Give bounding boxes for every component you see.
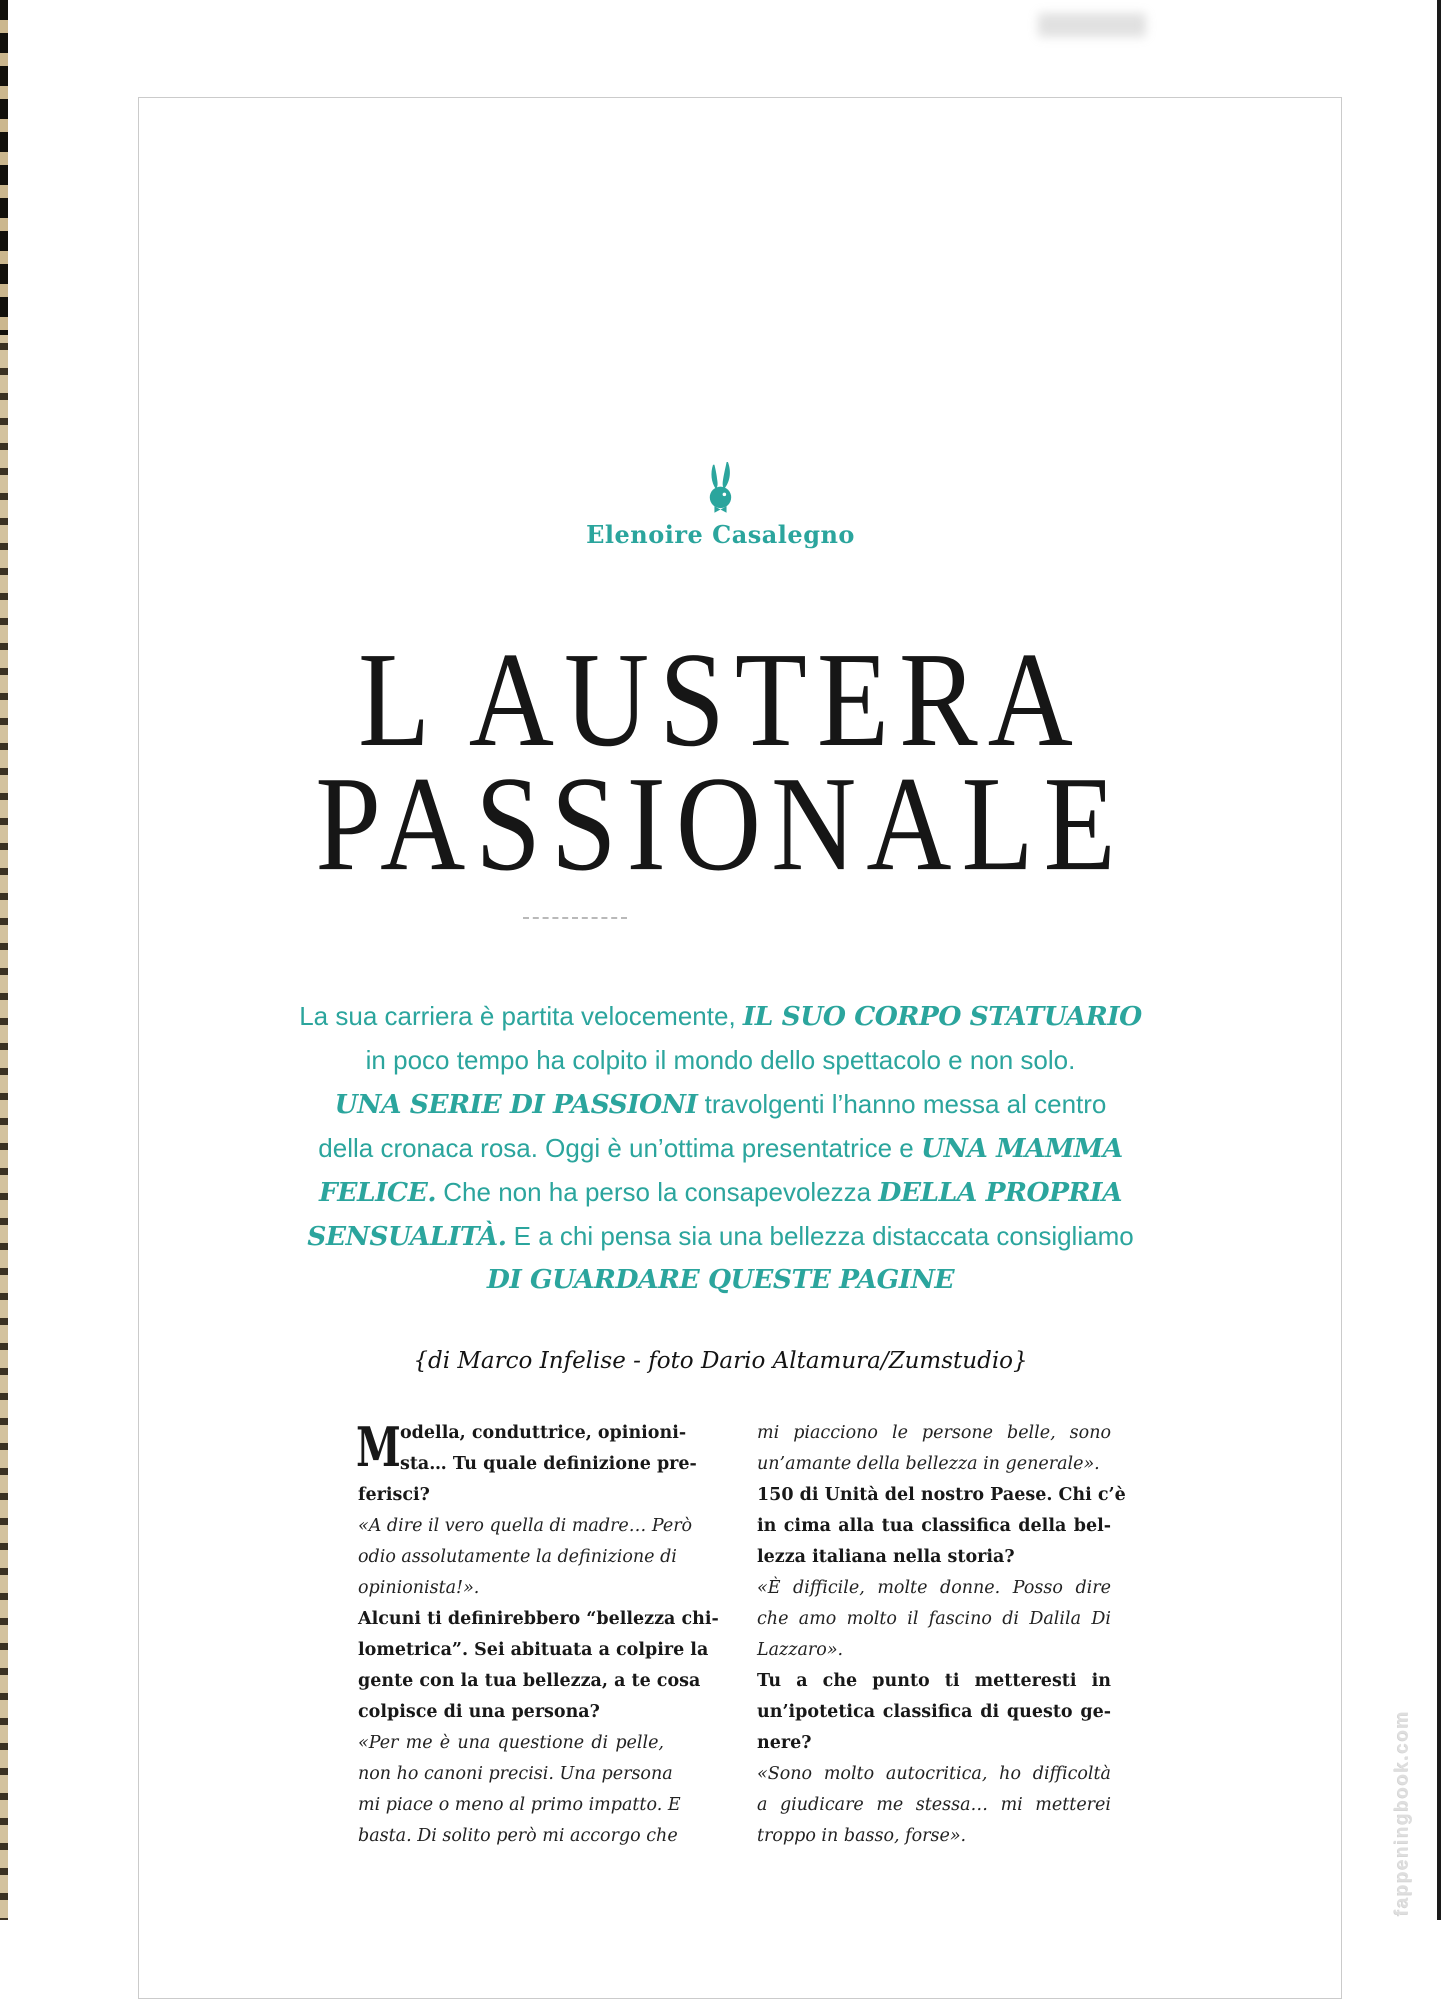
text-line: in cima alla tua classifica della bel- (757, 1516, 1111, 1536)
interview-answer (358, 1728, 681, 1852)
intro-emphasis-text: UNA MAMMA (920, 1133, 1123, 1164)
intro-line (0, 1038, 1441, 1082)
text-line: 150 di Unità del nostro Paese. Chi c’è (757, 1485, 1126, 1505)
text-line: Tu a che punto ti metteresti in (757, 1671, 1111, 1691)
interview-answer (757, 1759, 1111, 1852)
text-line: odio assolutamente la definizione di (358, 1547, 677, 1567)
scan-edge-right (1437, 0, 1441, 1920)
interview-question (757, 1666, 1111, 1759)
text-line: un’ipotetica classifica di questo ge- (757, 1702, 1111, 1722)
text-line: «È difficile, molte donne. Posso dire (757, 1578, 1111, 1598)
text-line: colpisce di una persona? (358, 1702, 600, 1722)
blurred-watermark-smudge (1038, 13, 1146, 37)
text-line: «Sono molto autocritica, ho difficoltà (757, 1764, 1111, 1784)
intro-text: travolgenti l’hanno messa al centro (697, 1089, 1107, 1119)
intro-text: Che non ha perso la consapevolezza (436, 1177, 879, 1207)
interview-answer (757, 1418, 1111, 1480)
text-line: gente con la tua bellezza, a te cosa (358, 1671, 701, 1691)
interview-question (757, 1480, 1126, 1573)
intro-line (0, 994, 1441, 1038)
article-title-line2: PASSIONALE (315, 748, 1126, 900)
text-line: che amo molto il fascino di Dalila Di (757, 1609, 1111, 1629)
article-title (0, 624, 1441, 900)
text-line: mi piacciono le persone belle, sono (757, 1423, 1111, 1443)
byline: {di Marco Infelise - foto Dario Altamura/Zumstudio} (413, 1348, 1028, 1374)
interview-column-left (356, 1415, 719, 1852)
text-line: ferisci? (358, 1485, 430, 1505)
text-line: sta… Tu quale definizione pre- (400, 1454, 697, 1474)
text-line: opinionista!». (358, 1578, 480, 1598)
intro-text: in poco tempo ha colpito il mondo dello spettacolo e non solo. (365, 1045, 1076, 1075)
scan-edge-strip-top (0, 0, 8, 335)
text-line: «A dire il vero quella di madre… Però (358, 1516, 693, 1536)
intro-line (0, 1126, 1441, 1170)
text-line: lezza italiana nella storia? (757, 1547, 1015, 1567)
intro-emphasis-text: SENSUALITÀ. (307, 1221, 507, 1252)
text-line: lometrica”. Sei abituata a colpire la (358, 1640, 709, 1660)
intro-line (0, 1170, 1441, 1214)
text-line: basta. Di solito però mi accorgo che (358, 1826, 678, 1846)
text-line: un’amante della bellezza in generale». (757, 1454, 1100, 1474)
dropcap-letter: M (356, 1415, 401, 1479)
text-line: mi piace o meno al primo impatto. E (358, 1795, 681, 1815)
interview-question (356, 1415, 697, 1511)
edge-watermark: fappeningbook.com (1392, 1710, 1413, 1916)
text-line: nere? (757, 1733, 812, 1753)
intro-emphasis-text: DI GUARDARE QUESTE PAGINE (486, 1264, 955, 1295)
text-line: troppo in basso, forse». (757, 1826, 967, 1846)
intro-emphasis-text: UNA SERIE DI PASSIONI (334, 1089, 698, 1120)
intro-text: E a chi pensa sia una bellezza distaccata consigliamo (506, 1221, 1134, 1251)
text-line: a giudicare me stessa… mi metterei (757, 1795, 1111, 1815)
text-line: «Per me è una questione di pelle, (358, 1733, 664, 1753)
playboy-bunny-icon (0, 462, 1441, 516)
title-divider (523, 917, 627, 919)
text-line: Alcuni ti definirebbero “bellezza chi- (358, 1609, 719, 1629)
intro-line (0, 1082, 1441, 1126)
intro-line (0, 1214, 1441, 1258)
intro-deck (0, 994, 1441, 1302)
interview-answer (358, 1511, 693, 1604)
text-line: odella, conduttrice, opinioni- (400, 1423, 687, 1443)
intro-emphasis-text: DELLA PROPRIA (878, 1177, 1123, 1208)
interview-answer (757, 1573, 1111, 1666)
intro-emphasis-text: FELICE. (318, 1177, 437, 1208)
intro-line (0, 1258, 1441, 1302)
subject-name: Elenoire Casalegno (586, 520, 855, 549)
intro-emphasis-text: IL SUO CORPO STATUARIO (742, 1001, 1142, 1032)
text-line: non ho canoni precisi. Una persona (358, 1764, 673, 1784)
intro-text: della cronaca rosa. Oggi è un’ottima presentatrice e (318, 1133, 921, 1163)
text-line: Lazzaro». (757, 1640, 844, 1660)
article-title-line1: L AUSTERA (358, 624, 1083, 775)
intro-text: La sua carriera è partita velocemente, (299, 1001, 743, 1031)
interview-column-right (757, 1418, 1126, 1852)
interview-question (358, 1604, 719, 1728)
